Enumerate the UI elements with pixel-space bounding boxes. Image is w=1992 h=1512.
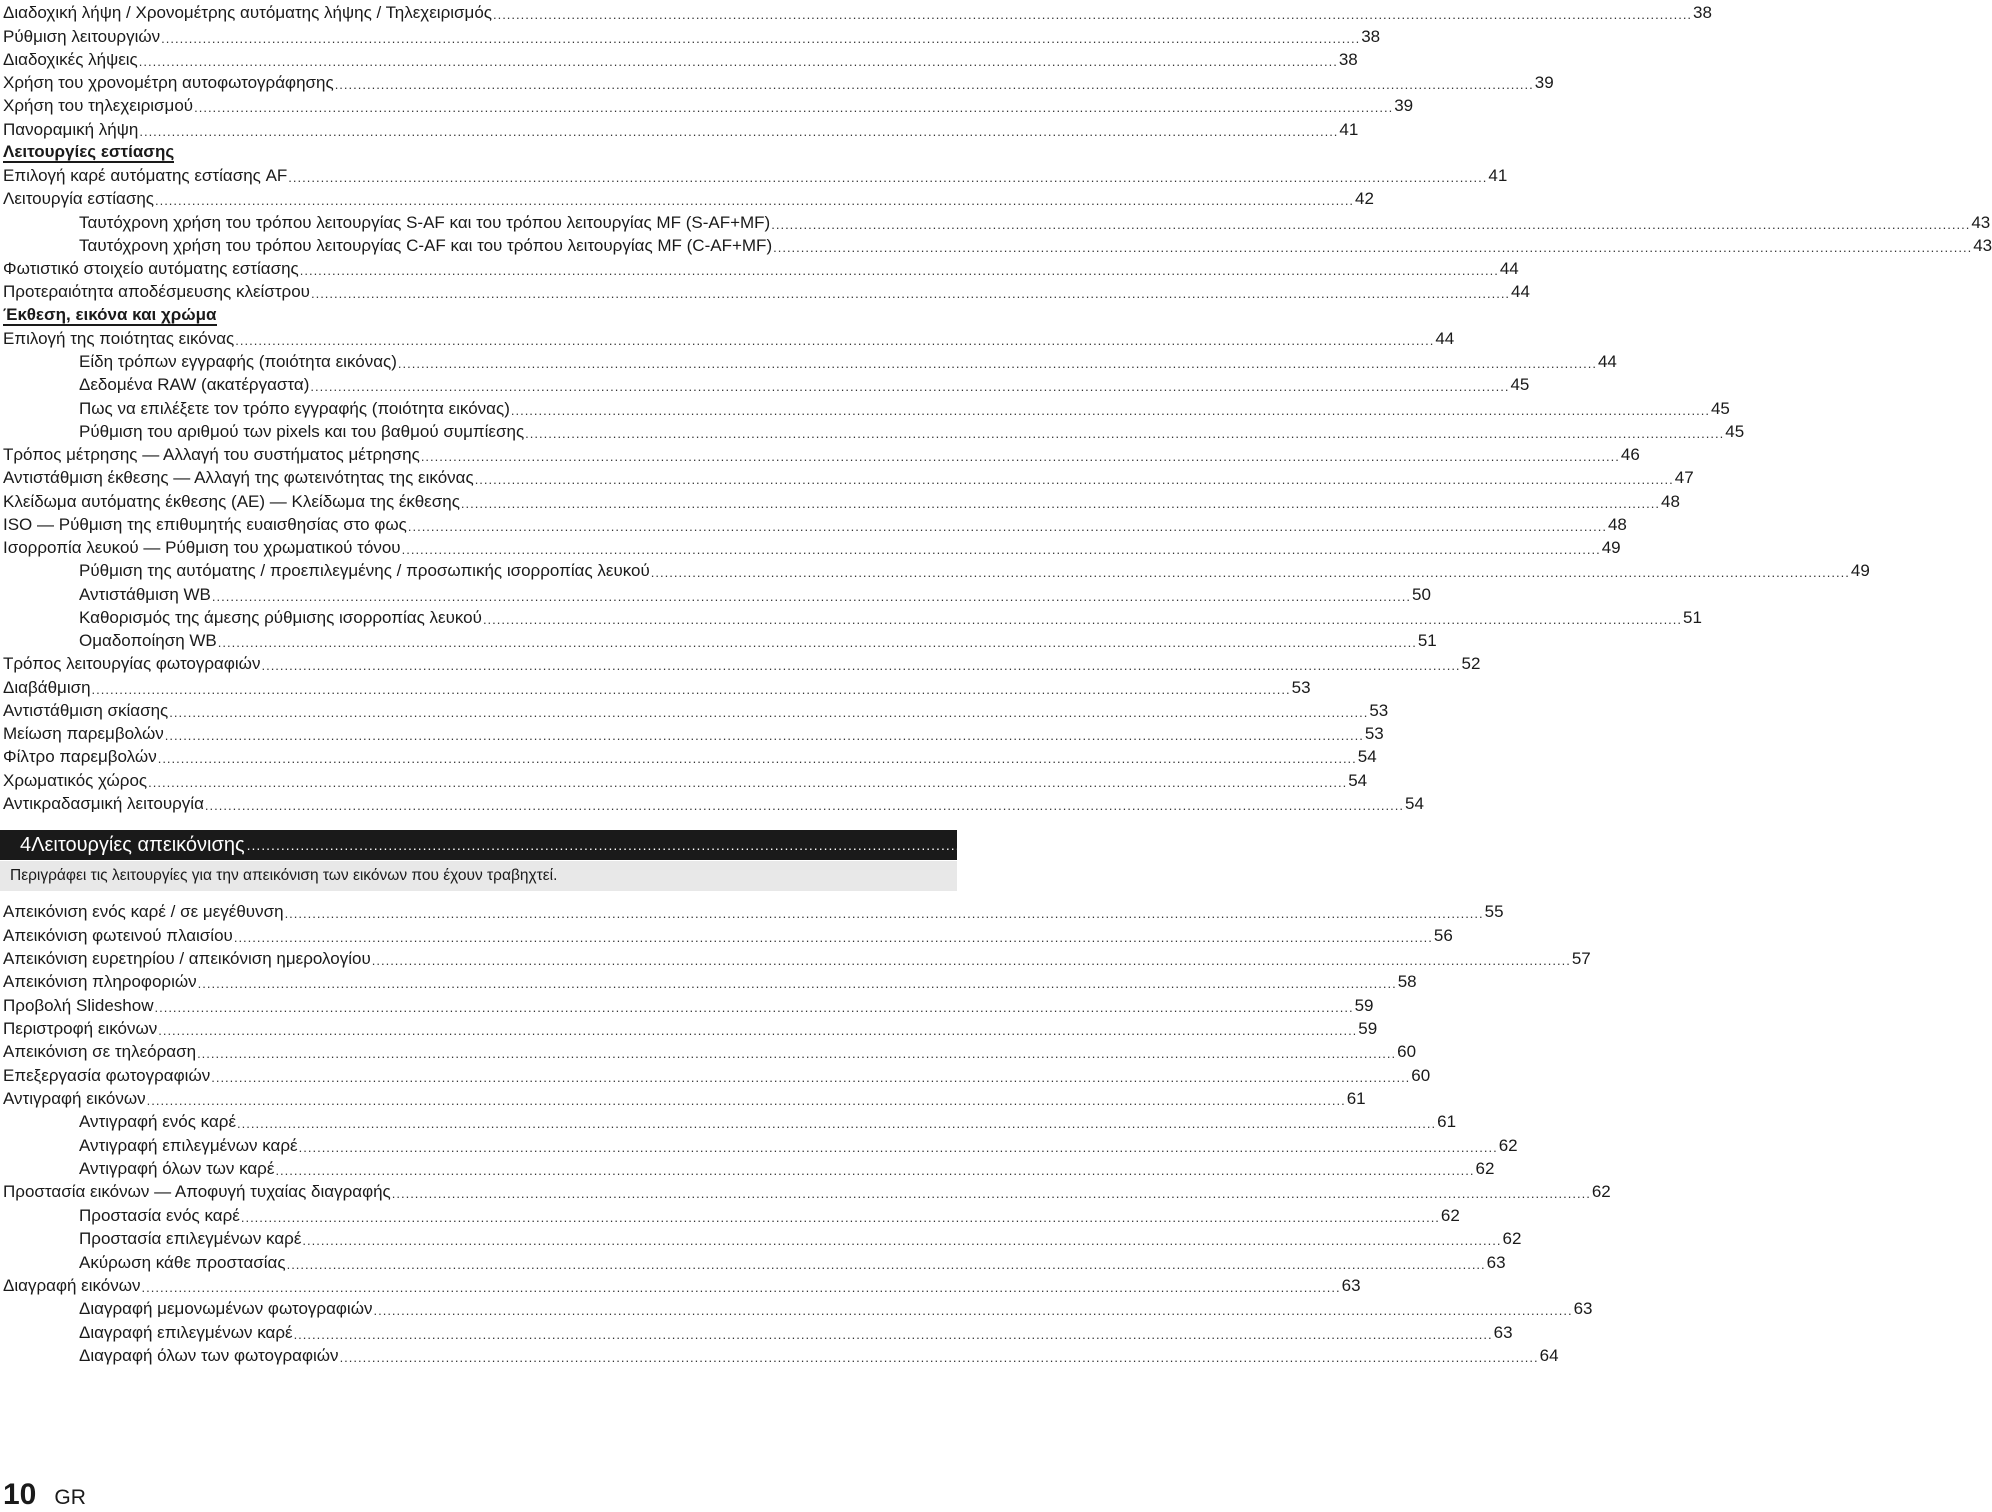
- toc-entry-page: 52: [1461, 654, 1481, 674]
- language-code: GR: [54, 1486, 86, 1509]
- toc-entry-label: Επιλογή της ποιότητας εικόνας: [3, 328, 235, 348]
- toc-entry[interactable]: [3, 488, 1680, 511]
- toc-entry-label: Απεικόνιση ενός καρέ / σε μεγέθυνση: [3, 902, 284, 922]
- toc-entry[interactable]: [3, 116, 1359, 139]
- toc-entry[interactable]: [3, 186, 1374, 209]
- toc-entry[interactable]: [3, 969, 1417, 992]
- page-footer: [3, 1478, 86, 1512]
- dot-leader: ....................................................................................................................................................................................................................................................................: [91, 681, 1291, 697]
- dot-leader: ....................................................................................................................................................................................................................................................................: [235, 332, 1435, 348]
- toc-entry[interactable]: [3, 93, 1414, 116]
- dot-leader: ....................................................................................................................................................................................................................................................................: [284, 906, 1484, 922]
- toc-entry-page: 48: [1660, 491, 1680, 511]
- toc-entry-label: Καθορισμός της άμεσης ρύθμισης ισορροπίας λευκού: [79, 607, 482, 627]
- dot-leader: ....................................................................................................................................................................................................................................................................: [197, 976, 1397, 992]
- toc-entry-page: 62: [1591, 1182, 1611, 1202]
- toc-entry-page: 54: [1348, 770, 1368, 790]
- section-heading-label: Έκθεση, εικόνα και χρώμα: [3, 304, 217, 324]
- dot-leader: ....................................................................................................................................................................................................................................................................: [233, 929, 1433, 945]
- toc-entry-label: Επιλογή καρέ αυτόματης εστίασης AF: [3, 166, 288, 185]
- toc-entry-page: 47: [1674, 468, 1694, 488]
- toc-entry-label: Ομαδοποίηση WB: [79, 631, 217, 650]
- section-heading: [3, 140, 957, 163]
- toc-entry-label: Προστασία ενός καρέ: [79, 1205, 240, 1225]
- toc-entry-page: 44: [1511, 282, 1530, 302]
- dot-leader: ....................................................................................................................................................................................................................................................................: [197, 1046, 1397, 1062]
- toc-entry-label: Αντιγραφή επιλεγμένων καρέ: [79, 1135, 298, 1155]
- toc-entry-page: 62: [1502, 1229, 1522, 1249]
- toc-entry-label: Προστασία εικόνων — Αποφυγή τυχαίας διαγραφής: [3, 1182, 391, 1202]
- toc-entry[interactable]: [3, 47, 1358, 70]
- toc-entry-label: Διαγραφή εικόνων: [3, 1275, 141, 1295]
- dot-leader: ....................................................................................................................................................................................................................................................................: [261, 658, 1461, 674]
- toc-entry[interactable]: [3, 605, 1702, 628]
- toc-entry[interactable]: [3, 558, 1870, 581]
- toc-entry[interactable]: [3, 721, 1384, 744]
- toc-entry-label: Ακύρωση κάθε προστασίας: [79, 1252, 286, 1272]
- dot-leader: ....................................................................................................................................................................................................................................................................: [492, 7, 1693, 23]
- toc-entry-page: 44: [1499, 259, 1519, 278]
- toc-entry-page: 55: [1484, 902, 1504, 922]
- toc-entry-label: Ταυτόχρονη χρήση του τρόπου λειτουργίας C-AF και του τρόπου λειτουργίας MF (C-AF+MF): [79, 235, 773, 255]
- toc-entry-page: 53: [1291, 677, 1311, 697]
- toc-entry-label: Αντιστάθμιση έκθεσης — Αλλαγή της φωτεινότητας της εικόνας: [3, 468, 474, 488]
- dot-leader: ....................................................................................................................................................................................................................................................................: [148, 774, 1348, 790]
- toc-entry-label: Διαβάθμιση: [3, 677, 91, 697]
- toc-entry-label: Προτεραιότητα αποδέσμευσης κλείστρου: [3, 282, 310, 302]
- toc-entry-page: 43: [1973, 235, 1992, 255]
- toc-entry-page: 62: [1475, 1159, 1495, 1179]
- toc-entry[interactable]: [3, 1062, 1431, 1085]
- toc-entry-page: 57: [1571, 949, 1591, 969]
- toc-entry-page: 41: [1339, 119, 1359, 139]
- toc-entry-page: 39: [1534, 73, 1554, 92]
- toc-entry-label: Επεξεργασία φωτογραφιών: [3, 1065, 211, 1085]
- dot-leader: ....................................................................................................................................................................................................................................................................: [217, 635, 1417, 650]
- toc-entry-page: 43: [1971, 212, 1991, 232]
- dot-leader: ....................................................................................................................................................................................................................................................................: [146, 1093, 1346, 1109]
- dot-leader: ....................................................................................................................................................................................................................................................................: [310, 379, 1510, 395]
- toc-entry[interactable]: [3, 1202, 1460, 1225]
- dot-leader: ....................................................................................................................................................................................................................................................................: [334, 77, 1534, 92]
- toc-entry-page: 38: [1361, 26, 1381, 46]
- dot-leader: ....................................................................................................................................................................................................................................................................: [169, 704, 1369, 720]
- toc-entry-label: Αντιστάθμιση WB: [79, 584, 211, 604]
- toc-entry[interactable]: [3, 651, 1481, 674]
- dot-leader: ....................................................................................................................................................................................................................................................................: [391, 1186, 1591, 1202]
- toc-entry-label: Χρήση του χρονομέτρη αυτοφωτογράφησης: [3, 73, 334, 92]
- toc-entry-page: 49: [1601, 538, 1621, 557]
- toc-entry-label: Αντιγραφή εικόνων: [3, 1089, 146, 1109]
- dot-leader: ....................................................................................................................................................................................................................................................................: [401, 542, 1601, 557]
- toc-entry-label: Απεικόνιση φωτεινού πλαισίου: [3, 925, 233, 945]
- chapter-title: Λειτουργίες απεικόνισης: [31, 833, 245, 856]
- toc-entry-page: 44: [1435, 328, 1455, 348]
- toc-entry-page: 38: [1338, 49, 1358, 69]
- dot-leader: ....................................................................................................................................................................................................................................................................: [293, 1326, 1493, 1342]
- toc-entry-label: Φίλτρο παρεμβολών: [3, 747, 157, 767]
- toc-lower: [3, 899, 1611, 1366]
- toc-entry[interactable]: [3, 674, 1311, 697]
- toc-entry[interactable]: [3, 1249, 1506, 1272]
- toc-entry[interactable]: [3, 0, 1712, 23]
- dot-leader: ....................................................................................................................................................................................................................................................................: [138, 53, 1338, 69]
- toc-entry[interactable]: [3, 1109, 1457, 1132]
- toc-entry-label: Αντικραδασμική λειτουργία: [3, 793, 204, 813]
- toc-entry-page: 56: [1433, 925, 1453, 945]
- dot-leader: ....................................................................................................................................................................................................................................................................: [371, 953, 1571, 969]
- dot-leader: ....................................................................................................................................................................................................................................................................: [420, 449, 1620, 464]
- dot-leader: ....................................................................................................................................................................................................................................................................: [339, 1349, 1539, 1365]
- dot-leader: ....................................................................................................................................................................................................................................................................: [771, 216, 1971, 232]
- dot-leader: ....................................................................................................................................................................................................................................................................: [460, 495, 1660, 511]
- chapter-heading-bar[interactable]: [0, 830, 1015, 860]
- toc-entry[interactable]: [3, 349, 1617, 372]
- toc-entry[interactable]: [3, 1156, 1495, 1179]
- dot-leader: ....................................................................................................................................................................................................................................................................: [154, 999, 1354, 1015]
- toc-entry-page: 63: [1573, 1299, 1593, 1319]
- toc-entry-label: Φωτιστικό στοιχείο αυτόματης εστίασης: [3, 259, 299, 278]
- toc-entry-label: Χρωματικός χώρος: [3, 770, 148, 790]
- dot-leader: ....................................................................................................................................................................................................................................................................: [482, 611, 1683, 627]
- toc-entry-label: Λειτουργία εστίασης: [3, 189, 154, 209]
- toc-entry-label: Περιστροφή εικόνων: [3, 1019, 158, 1039]
- toc-entry[interactable]: [3, 767, 1368, 790]
- dot-leader: ....................................................................................................................................................................................................................................................................: [161, 30, 1361, 46]
- toc-entry-label: Ρύθμιση του αριθμού των pixels και του βαθμού συμπίεσης: [79, 421, 525, 441]
- toc-upper: [3, 0, 1992, 814]
- toc-entry-page: 44: [1597, 352, 1617, 371]
- toc-entry-label: Προβολή Slideshow: [3, 995, 154, 1015]
- section-heading: [3, 302, 957, 325]
- toc-entry-label: Ρύθμιση λειτουργιών: [3, 26, 161, 46]
- toc-entry[interactable]: [3, 744, 1377, 767]
- toc-entry-label: Απεικόνιση πληροφοριών: [3, 972, 197, 992]
- dot-leader: ....................................................................................................................................................................................................................................................................: [286, 1256, 1486, 1272]
- toc-entry[interactable]: [3, 372, 1530, 395]
- dot-leader: ....................................................................................................................................................................................................................................................................: [310, 286, 1511, 302]
- toc-entry-page: 51: [1683, 607, 1702, 627]
- toc-entry-page: 45: [1510, 375, 1530, 395]
- toc-entry[interactable]: [3, 946, 1591, 969]
- dot-leader: ....................................................................................................................................................................................................................................................................: [525, 425, 1725, 441]
- toc-entry-label: Είδη τρόπων εγγραφής (ποιότητα εικόνας): [79, 352, 397, 371]
- toc-entry-page: 62: [1498, 1135, 1518, 1155]
- toc-entry-label: Διαγραφή επιλεγμένων καρέ: [79, 1322, 293, 1342]
- toc-entry-page: 42: [1355, 189, 1374, 209]
- toc-entry-page: 53: [1364, 724, 1384, 743]
- toc-entry[interactable]: [3, 1296, 1593, 1319]
- dot-leader: ....................................................................................................................................................................................................................................................................: [275, 1163, 1475, 1179]
- toc-entry[interactable]: [3, 279, 1530, 302]
- toc-entry-label: Απεικόνιση ευρετηρίου / απεικόνιση ημερολογίου: [3, 949, 371, 969]
- toc-entry-label: Τρόπος λειτουργίας φωτογραφιών: [3, 654, 261, 674]
- toc-entry-page: 61: [1437, 1112, 1457, 1132]
- toc-entry-label: Διαδοχικές λήψεις: [3, 49, 138, 69]
- dot-leader: ....................................................................................................................................................................................................................................................................: [141, 1279, 1341, 1295]
- toc-entry[interactable]: [3, 442, 1640, 465]
- dot-leader: ....................................................................................................................................................................................................................................................................: [288, 170, 1488, 185]
- toc-entry-label: Δεδομένα RAW (ακατέργαστα): [79, 375, 310, 395]
- dot-leader: ....................................................................................................................................................................................................................................................................: [158, 1023, 1358, 1039]
- dot-leader: ....................................................................................................................................................................................................................................................................: [510, 402, 1710, 418]
- dot-leader: ....................................................................................................................................................................................................................................................................: [154, 193, 1355, 209]
- chapter-number: 4: [20, 833, 32, 856]
- toc-entry[interactable]: [3, 1039, 1417, 1062]
- toc-entry[interactable]: [3, 1319, 1513, 1342]
- toc-entry-page: 48: [1607, 514, 1627, 534]
- toc-entry[interactable]: [3, 791, 1424, 814]
- toc-entry-page: 58: [1397, 972, 1417, 992]
- toc-entry[interactable]: [3, 1086, 1366, 1109]
- chapter-description: Περιγράφει τις λειτουργίες για την απεικόνιση των εικόνων που έχουν τραβηχτεί.: [0, 861, 957, 891]
- toc-entry-label: Πως να επιλέξετε τον τρόπο εγγραφής (ποιότητα εικόνας): [79, 398, 510, 418]
- toc-entry-label: Ισορροπία λευκού — Ρύθμιση του χρωματικού τόνου: [3, 538, 401, 557]
- dot-leader: ....................................................................................................................................................................................................................................................................: [194, 100, 1394, 116]
- toc-entry-label: Προστασία επιλεγμένων καρέ: [79, 1229, 302, 1249]
- toc-entry-label: Αντιγραφή ενός καρέ: [79, 1112, 237, 1132]
- toc-entry[interactable]: [3, 1273, 1361, 1296]
- toc-entry[interactable]: [3, 1343, 1559, 1366]
- toc-entry-page: 59: [1354, 995, 1374, 1015]
- toc-entry-page: 41: [1488, 166, 1508, 185]
- dot-leader: ....................................................................................................................................................................................................................................................................: [204, 797, 1404, 813]
- toc-entry-label: Ταυτόχρονη χρήση του τρόπου λειτουργίας S-AF και του τρόπου λειτουργίας MF (S-AF+MF): [79, 212, 771, 232]
- toc-entry-label: Διαγραφή μεμονωμένων φωτογραφιών: [79, 1299, 373, 1319]
- toc-entry-label: Ρύθμιση της αυτόματης / προεπιλεγμένης / προσωπικής ισορροπίας λευκού: [79, 561, 650, 581]
- toc-entry-page: 54: [1357, 747, 1377, 767]
- toc-entry-page: 60: [1411, 1065, 1431, 1085]
- dot-leader: ........................................................................................................................................................: [246, 837, 990, 853]
- toc-entry-page: 39: [1394, 96, 1414, 116]
- dot-leader: ....................................................................................................................................................................................................................................................................: [240, 1209, 1440, 1225]
- toc-entry[interactable]: [3, 992, 1374, 1015]
- toc-entry[interactable]: [3, 1132, 1518, 1155]
- toc-entry[interactable]: [3, 326, 1455, 349]
- dot-leader: ....................................................................................................................................................................................................................................................................: [302, 1233, 1502, 1249]
- toc-entry[interactable]: [3, 1179, 1611, 1202]
- toc-entry-page: 46: [1620, 445, 1640, 464]
- toc-entry[interactable]: [3, 209, 1991, 232]
- toc-entry-page: 63: [1493, 1322, 1513, 1342]
- toc-entry-page: 62: [1440, 1205, 1460, 1225]
- toc-entry[interactable]: [3, 512, 1627, 535]
- dot-leader: ....................................................................................................................................................................................................................................................................: [299, 263, 1499, 278]
- toc-entry-page: 63: [1341, 1275, 1361, 1295]
- toc-entry-label: Αντιστάθμιση σκίασης: [3, 700, 169, 720]
- dot-leader: ....................................................................................................................................................................................................................................................................: [773, 239, 1973, 255]
- toc-entry-label: ISO — Ρύθμιση της επιθυμητής ευαισθησίας στο φως: [3, 514, 407, 534]
- dot-leader: ....................................................................................................................................................................................................................................................................: [474, 472, 1674, 488]
- toc-entry-page: 64: [1539, 1345, 1559, 1365]
- dot-leader: ....................................................................................................................................................................................................................................................................: [211, 1069, 1411, 1085]
- toc-entry-page: 54: [1405, 793, 1424, 813]
- toc-entry[interactable]: [3, 581, 1431, 604]
- toc-entry-page: 53: [1369, 700, 1389, 720]
- toc-entry[interactable]: [3, 256, 1519, 279]
- toc-entry[interactable]: [3, 419, 1745, 442]
- dot-leader: ....................................................................................................................................................................................................................................................................: [298, 1139, 1498, 1155]
- toc-entry-page: 45: [1710, 398, 1730, 418]
- toc-entry[interactable]: [3, 535, 1621, 558]
- toc-entry[interactable]: [3, 698, 1389, 721]
- toc-entry-page: 51: [1417, 631, 1437, 650]
- dot-leader: ....................................................................................................................................................................................................................................................................: [407, 518, 1607, 534]
- toc-entry[interactable]: [3, 23, 1381, 46]
- toc-entry[interactable]: [3, 233, 1992, 256]
- toc-entry-label: Διαδοχική λήψη / Χρονομέτρης αυτόματης λήψης / Τηλεχειρισμός: [3, 3, 492, 23]
- toc-entry-label: Μείωση παρεμβολών: [3, 724, 164, 743]
- toc-entry-page: 45: [1725, 421, 1745, 441]
- dot-leader: ....................................................................................................................................................................................................................................................................: [650, 565, 1850, 581]
- toc-entry-label: Πανοραμική λήψη: [3, 119, 139, 139]
- toc-entry-page: 50: [1411, 584, 1431, 604]
- toc-entry[interactable]: [3, 163, 1508, 186]
- toc-entry[interactable]: [3, 922, 1453, 945]
- toc-entry-page: 38: [1693, 3, 1712, 23]
- toc-entry[interactable]: [3, 899, 1504, 922]
- dot-leader: ....................................................................................................................................................................................................................................................................: [397, 356, 1597, 371]
- toc-entry-page: 60: [1397, 1042, 1417, 1062]
- dot-leader: ....................................................................................................................................................................................................................................................................: [211, 588, 1411, 604]
- toc-entry[interactable]: [3, 628, 1437, 651]
- toc-entry-label: Τρόπος μέτρησης — Αλλαγή του συστήματος μέτρησης: [3, 445, 420, 464]
- toc-entry-label: Απεικόνιση σε τηλεόραση: [3, 1042, 197, 1062]
- toc-entry-label: Κλείδωμα αυτόματης έκθεσης (AE) — Κλείδωμα της έκθεσης: [3, 491, 460, 511]
- toc-entry-page: 59: [1358, 1019, 1378, 1039]
- dot-leader: ....................................................................................................................................................................................................................................................................: [139, 123, 1339, 139]
- toc-entry[interactable]: [3, 395, 1730, 418]
- chapter-page: 55: [991, 833, 1015, 856]
- toc-entry-label: Διαγραφή όλων των φωτογραφιών: [79, 1345, 339, 1365]
- section-heading-label: Λειτουργίες εστίασης: [3, 141, 175, 161]
- toc-entry-page: 49: [1850, 561, 1870, 581]
- dot-leader: ....................................................................................................................................................................................................................................................................: [157, 751, 1357, 767]
- toc-entry-label: Αντιγραφή όλων των καρέ: [79, 1159, 275, 1179]
- toc-entry-page: 63: [1486, 1252, 1506, 1272]
- page-number: 10: [3, 1478, 37, 1511]
- toc-entry-label: Χρήση του τηλεχειρισμού: [3, 96, 194, 116]
- toc-entry[interactable]: [3, 1016, 1378, 1039]
- toc-entry[interactable]: [3, 465, 1694, 488]
- dot-leader: ....................................................................................................................................................................................................................................................................: [164, 728, 1364, 743]
- toc-entry[interactable]: [3, 70, 1554, 93]
- toc-entry-page: 61: [1346, 1089, 1366, 1109]
- dot-leader: ....................................................................................................................................................................................................................................................................: [373, 1303, 1573, 1319]
- dot-leader: ....................................................................................................................................................................................................................................................................: [237, 1116, 1437, 1132]
- toc-entry[interactable]: [3, 1226, 1522, 1249]
